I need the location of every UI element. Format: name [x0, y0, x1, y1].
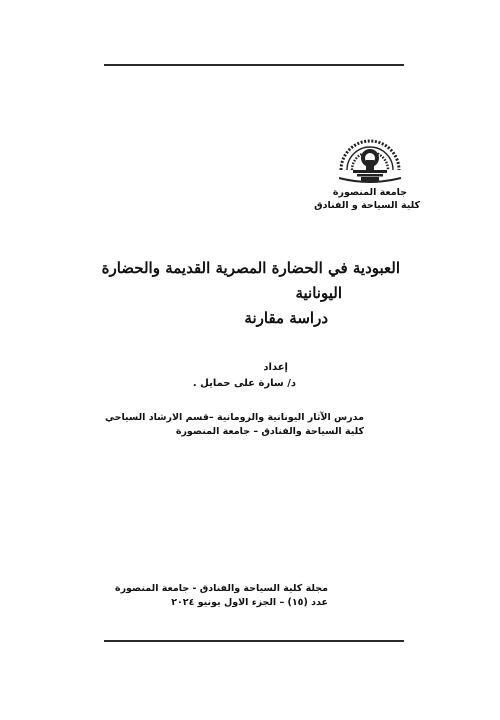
title-line-2: اليونانية: [295, 284, 342, 302]
author-affiliation: [100, 411, 364, 439]
paper-title: [101, 256, 400, 331]
top-rule: [104, 64, 404, 66]
university-seal-icon: [333, 128, 407, 188]
title-line-3: دراسة مقارنة: [244, 309, 328, 327]
author-section: [108, 360, 296, 392]
journal-info: [110, 582, 328, 610]
university-header: [314, 128, 420, 212]
author-name: د/ سارة على حمايل .: [192, 378, 296, 389]
faculty-name: كلية السياحة و الفنادق: [314, 200, 420, 211]
affiliation-line-1: مدرس الآثار اليونانية والرومانية –قسم الارشاد السياحي: [105, 412, 364, 423]
journal-issue: عدد (١٥) – الجزء الاول يونيو ٢٠٢٤: [171, 597, 328, 608]
affiliation-line-2: كلية السياحة والفنادق – جامعة المنصورة: [175, 426, 364, 437]
title-line-1: العبودية في الحضارة المصرية القديمة والحضارة: [101, 259, 400, 277]
prepared-by-label: إعداد: [263, 362, 288, 373]
journal-name: مجلة كلية السياحة والفنادق - جامعة المنصورة: [114, 583, 328, 594]
bottom-rule: [104, 640, 404, 642]
university-name: جامعة المنصورة: [332, 187, 408, 198]
